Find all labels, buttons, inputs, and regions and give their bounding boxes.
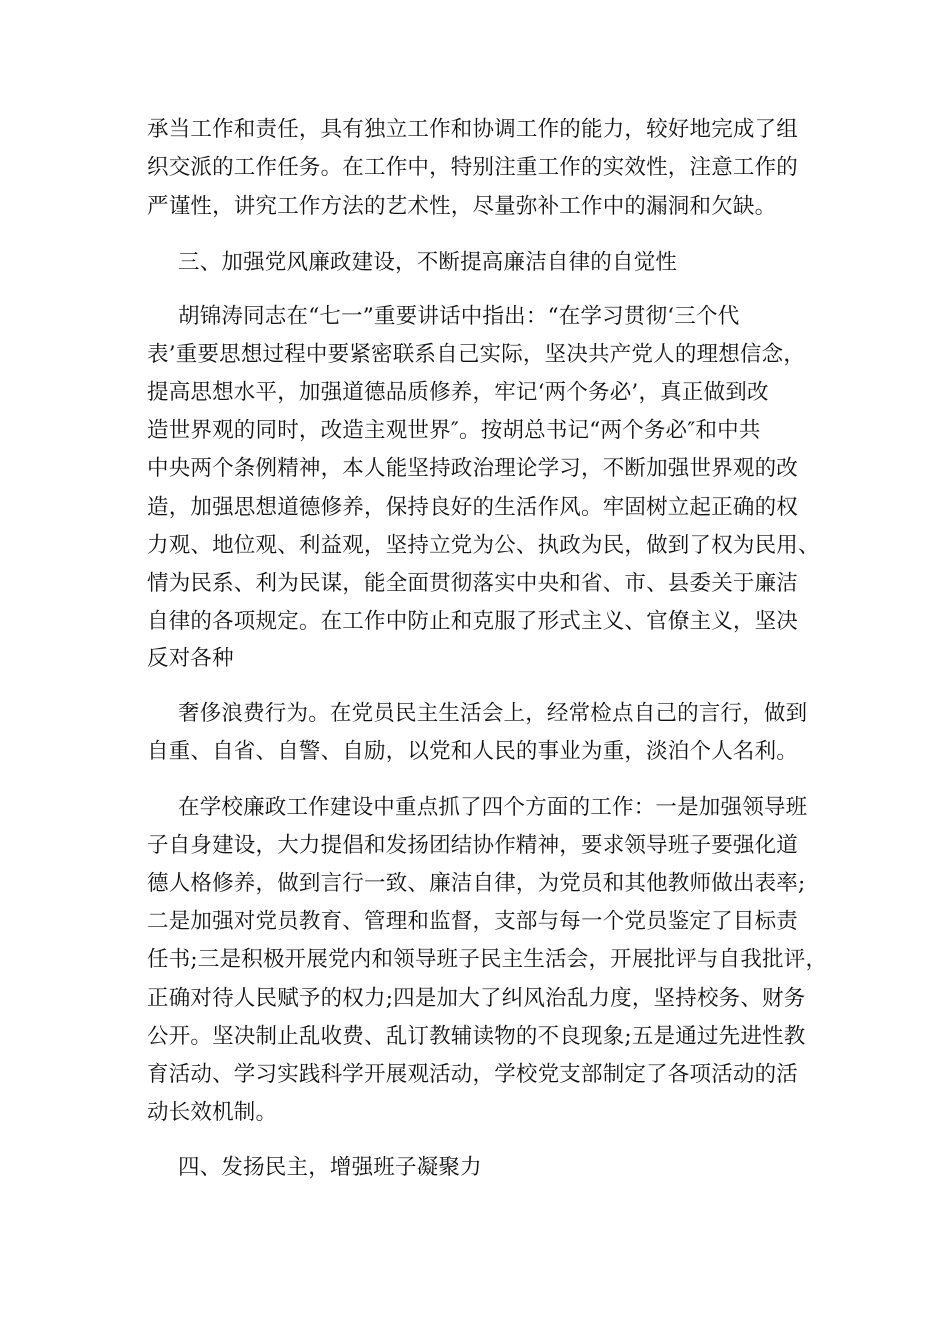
text-line: 动长效机制。 <box>147 1100 278 1125</box>
text-line: 造，加强思想道德修养，保持良好的生活作风。牢固树立起正确的权 <box>147 495 799 520</box>
text-line: 承当工作和责任，具有独立工作和协调工作的能力，较好地完成了组 <box>147 117 799 142</box>
section-heading: 三、加强党风廉政建设，不断提高廉洁自律的自觉性 <box>178 250 678 275</box>
text-line: 反对各种 <box>147 646 234 671</box>
text-line: 公开。坚决制止乱收费、乱订教辅读物的不良现象;五是通过先进性教 <box>147 1024 806 1049</box>
text-line: 奢侈浪费行为。在党员民主生活会上，经常检点自己的言行，做到 <box>178 701 808 726</box>
text-line: 中央两个条例精神，本人能坚持政治理论学习，不断加强世界观的改 <box>147 456 799 481</box>
text-line: 严谨性，讲究工作方法的艺术性，尽量弥补工作中的漏洞和欠缺。 <box>147 194 777 219</box>
text-line: 正确对待人民赋予的权力;四是加大了纠风治乱力度，坚持校务、财务 <box>147 986 806 1011</box>
text-line: 在学校廉政工作建设中重点抓了四个方面的工作：一是加强领导班 <box>178 795 808 820</box>
text-line: 自重、自省、自警、自励，以党和人民的事业为重，淡泊个人名利。 <box>147 739 799 764</box>
text-line: 育活动、学习实践科学开展观活动，学校党支部制定了各项活动的活 <box>147 1062 799 1087</box>
text-line: 子自身建设，大力提倡和发扬团结协作精神，要求领导班子要强化道 <box>147 833 799 858</box>
text-line: 表’重要思想过程中要紧密联系自己实际，坚决共产党人的理想信念， <box>147 342 806 367</box>
text-line: 胡锦涛同志在“七一”重要讲话中指出：“在学习贯彻‘三个代 <box>178 304 740 329</box>
text-line: 情为民系、利为民谋，能全面贯彻落实中央和省、市、县委关于廉洁 <box>147 571 799 596</box>
text-line: 二是加强对党员教育、管理和监督，支部与每一个党员鉴定了目标责 <box>147 909 799 934</box>
section-heading: 四、发扬民主，增强班子凝聚力 <box>178 1155 482 1180</box>
text-line: 力观、地位观、利益观，坚持立党为公、执政为民，做到了权为民用、 <box>147 533 820 558</box>
text-line: 任书;三是积极开展党内和领导班子民主生活会，开展批评与自我批评， <box>147 947 828 972</box>
text-line: 提高思想水平，加强道德品质修养，牢记‘两个务必’，真正做到改 <box>147 380 769 405</box>
text-line: 德人格修养，做到言行一致、廉洁自律，为党员和其他教师做出表率; <box>147 871 806 896</box>
text-line: 织交派的工作任务。在工作中，特别注重工作的实效性，注意工作的 <box>147 155 799 180</box>
text-line: 造世界观的同时，改造主观世界″。按胡总书记“两个务必″和中共 <box>147 418 761 443</box>
text-line: 自律的各项规定。在工作中防止和克服了形式主义、官僚主义，坚决 <box>147 609 799 634</box>
